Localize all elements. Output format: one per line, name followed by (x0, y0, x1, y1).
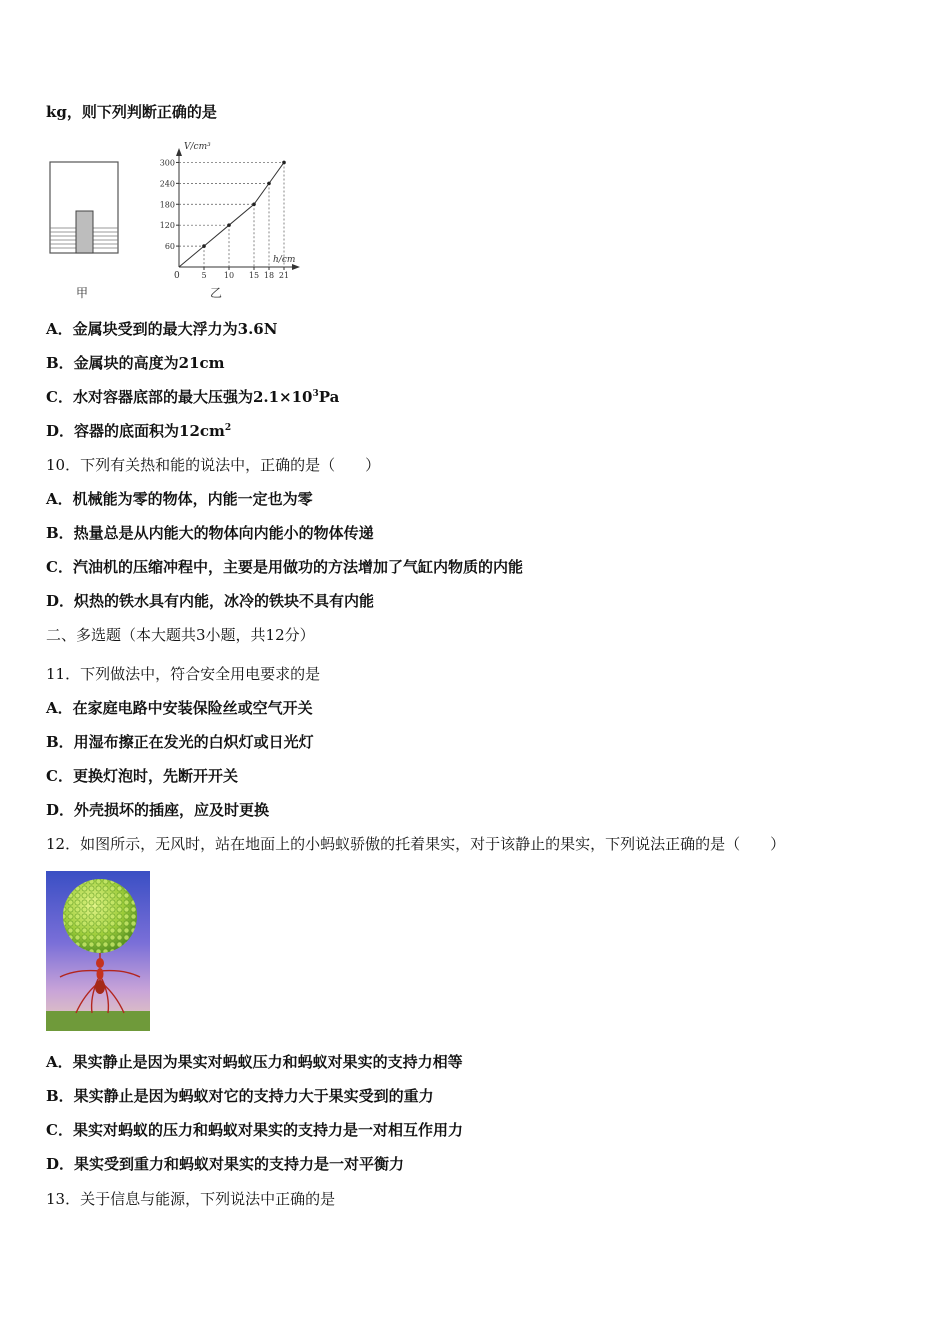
x-tick-label: 18 (263, 271, 275, 280)
caption-yi: 乙 (210, 286, 223, 300)
x-tick-label: 5 (201, 271, 207, 280)
x-ticks (201, 267, 289, 280)
data-point (282, 161, 286, 165)
x-axis-label: h/cm (273, 255, 296, 265)
q12-option-b: B．果实静止是因为蚂蚁对它的支持力大于果实受到的重力 (46, 1087, 434, 1105)
x-tick-label: 21 (278, 271, 290, 280)
x-tick-label: 10 (223, 271, 235, 280)
y-axis-arrow (176, 148, 182, 156)
container-diagram (50, 162, 118, 300)
q9-option-a: A．金属块受到的最大浮力为3.6N (46, 320, 278, 338)
y-tick-label: 300 (159, 158, 175, 168)
q9-option-b: B．金属块的高度为21cm (46, 354, 225, 372)
y-tick-label: 240 (159, 179, 175, 189)
caption-jia: 甲 (76, 286, 89, 300)
q10-option-a: A．机械能为零的物体，内能一定也为零 (46, 490, 313, 508)
q12-option-c: C．果实对蚂蚁的压力和蚂蚁对果实的支持力是一对相互作用力 (46, 1121, 463, 1139)
dashed-guides (179, 162, 284, 267)
y-ticks (160, 158, 179, 251)
q10-option-c: C．汽油机的压缩冲程中，主要是用做功的方法增加了气缸内物质的内能 (46, 558, 523, 576)
q13-stem: 13．关于信息与能源，下列说法中正确的是 (46, 1190, 336, 1208)
q11-option-c: C．更换灯泡时，先断开开关 (46, 767, 238, 785)
x-tick-label: 15 (248, 271, 260, 280)
ant-thorax (97, 968, 104, 980)
q9-option-d (46, 421, 231, 441)
y-tick-label: 60 (164, 242, 175, 252)
q12-stem: 12．如图所示，无风时，站在地面上的小蚂蚁骄傲的托着果实，对于该静止的果实，下列说法正确的是（ ） (46, 835, 786, 853)
q9-option-d-exponent: 2 (224, 423, 232, 433)
q9-option-c (46, 387, 339, 407)
ant-abdomen (95, 980, 105, 994)
data-point (267, 182, 271, 186)
q9-option-c-exponent: 3 (312, 389, 319, 399)
y-tick-label: 180 (159, 200, 175, 210)
volume-line (179, 162, 284, 267)
data-point (227, 223, 231, 227)
y-tick-label: 120 (159, 221, 175, 231)
q10-stem: 10．下列有关热和能的说法中，正确的是（ ） (46, 456, 381, 474)
fruit-texture (63, 879, 137, 953)
ground (46, 1011, 150, 1031)
q11-option-d: D．外壳损坏的插座，应及时更换 (46, 801, 270, 819)
q9-figures (44, 142, 314, 310)
data-point (252, 202, 256, 206)
ant-holding-fruit-photo (46, 871, 150, 1031)
y-axis-label: V/cm³ (184, 142, 211, 152)
q9-option-c-text: C．水对容器底部的最大压强为2.1×10 (46, 388, 313, 406)
q10-option-b: B．热量总是从内能大的物体向内能小的物体传递 (46, 524, 374, 542)
volume-depth-graph (160, 142, 300, 300)
ant-photo-svg (46, 871, 150, 1031)
q11-stem: 11．下列做法中，符合安全用电要求的是 (46, 665, 321, 683)
q11-option-a: A．在家庭电路中安装保险丝或空气开关 (46, 699, 313, 717)
q9-option-c-unit: Pa (318, 388, 340, 406)
q11-option-b: B．用湿布擦正在发光的白炽灯或日光灯 (46, 733, 314, 751)
q9-figure-svg (44, 142, 314, 310)
metal-block (76, 211, 93, 253)
ant-head (96, 958, 104, 968)
q12-option-d: D．果实受到重力和蚂蚁对果实的支持力是一对平衡力 (46, 1155, 405, 1173)
q9-stem-tail: kg，则下列判断正确的是 (46, 103, 217, 121)
section-title-multiple-choice: 二、多选题（本大题共3小题，共12分） (46, 626, 315, 644)
q12-option-a: A．果实静止是因为果实对蚂蚁压力和蚂蚁对果实的支持力相等 (46, 1053, 463, 1071)
q10-option-d: D．炽热的铁水具有内能，冰冷的铁块不具有内能 (46, 592, 375, 610)
data-point (202, 244, 206, 248)
q9-option-d-text: D．容器的底面积为12cm (46, 422, 225, 440)
origin-label: 0 (174, 271, 180, 281)
